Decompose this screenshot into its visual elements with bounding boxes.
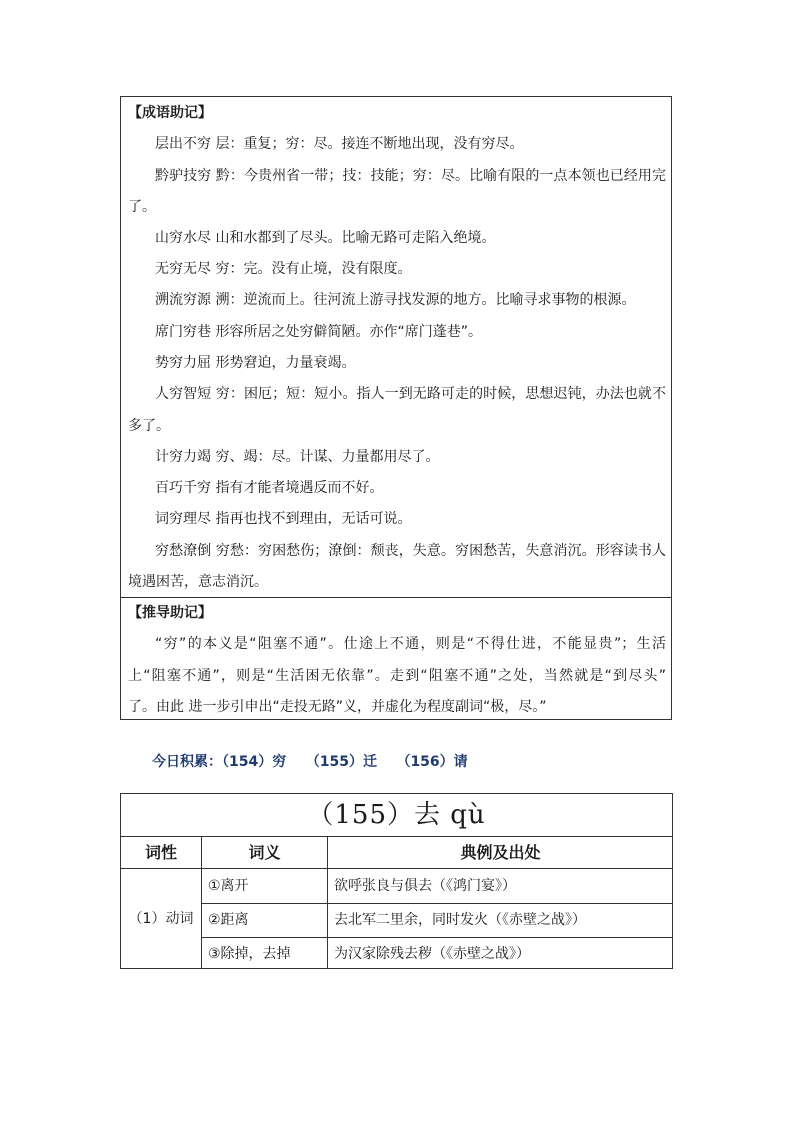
- pos-cell: （1）动词: [128, 911, 194, 927]
- idiom-entry: 山穷水尽 山和水都到了尽头。比喻无路可走陷入绝境。: [155, 230, 496, 246]
- row-line: [201, 903, 672, 904]
- idiom-entry-cont: 了。: [128, 199, 156, 215]
- idiom-entry: 计穷力竭 穷、竭：尽。计谋、力量都用尽了。: [155, 449, 440, 465]
- idiom-entry: 黔驴技穷 黔：今贵州省一带；技：技能；穷：尽。比喻有限的一点本领也已经用完: [155, 168, 666, 184]
- header-example: 典例及出处: [460, 843, 541, 862]
- derive-line: 上“阻塞不通”，则是“生活困无依靠”。走到“阻塞不通”之处，当然就是“到尽头”: [128, 668, 666, 684]
- idiom-entry: 无穷无尽 穷：完。没有止境，没有限度。: [155, 261, 412, 277]
- example-cell: 去北军二里余，同时发火（《赤壁之战》）: [334, 912, 586, 928]
- idiom-entry: 百巧千穷 指有才能者境遇反而不好。: [155, 480, 384, 496]
- mnemonic-box: [120, 96, 672, 720]
- meaning-cell: ②距离: [208, 912, 249, 928]
- derive-line: 了。由此 进一步引申出“走投无路”义，并虚化为程度副词“极，尽。”: [128, 699, 547, 715]
- example-cell: 为汉家除残去秽（《赤壁之战》）: [334, 946, 530, 962]
- meaning-cell: ③除掉，去掉: [208, 946, 291, 962]
- header-meaning: 词义: [248, 843, 281, 862]
- derive-line: “穷”的本义是“阻塞不通”。仕途上不通，则是“不得仕进，不能显贵”；生活: [155, 636, 666, 652]
- idiom-entry: 层出不穷 层：重复；穷：尽。接连不断地出现，没有穷尽。: [155, 136, 524, 152]
- idiom-entry-cont: 多了。: [128, 418, 170, 434]
- idiom-entry: 穷愁潦倒 穷愁：穷困愁伤；潦倒：颓丧，失意。穷困愁苦，失意消沉。形容读书人: [155, 543, 666, 559]
- idiom-entry: 席门穷巷 形容所居之处穷僻简陋。亦作“席门蓬巷”。: [155, 324, 482, 340]
- meaning-cell: ①离开: [208, 878, 249, 894]
- idiom-entry: 势穷力屈 形势窘迫，力量衰竭。: [155, 355, 356, 371]
- section-divider: [121, 597, 671, 598]
- header-pos: 词性: [144, 843, 177, 862]
- example-cell: 欲呼张良与俱去（《鸿门宴》）: [334, 878, 516, 894]
- idiom-entry: 人穷智短 穷：困厄；短：短小。指人一到无路可走的时候，思想迟钝，办法也就不: [155, 386, 666, 402]
- derive-heading: 【推导助记】: [128, 605, 212, 621]
- today-accumulation: 今日积累：（154）穷 （155）迁 （156）请: [152, 754, 468, 770]
- idiom-entry: 词穷理尽 指再也找不到理由，无话可说。: [155, 511, 412, 527]
- char-table: [120, 793, 673, 969]
- idiom-heading: 【成语助记】: [128, 105, 212, 121]
- row-line: [121, 868, 672, 869]
- row-line: [201, 937, 672, 938]
- char-title: （155）去 qù: [307, 800, 486, 830]
- idiom-entry-cont: 境遇困苦，意志消沉。: [128, 574, 268, 590]
- idiom-entry: 溯流穷源 溯：逆流而上。往河流上游寻找发源的地方。比喻寻求事物的根源。: [155, 292, 636, 308]
